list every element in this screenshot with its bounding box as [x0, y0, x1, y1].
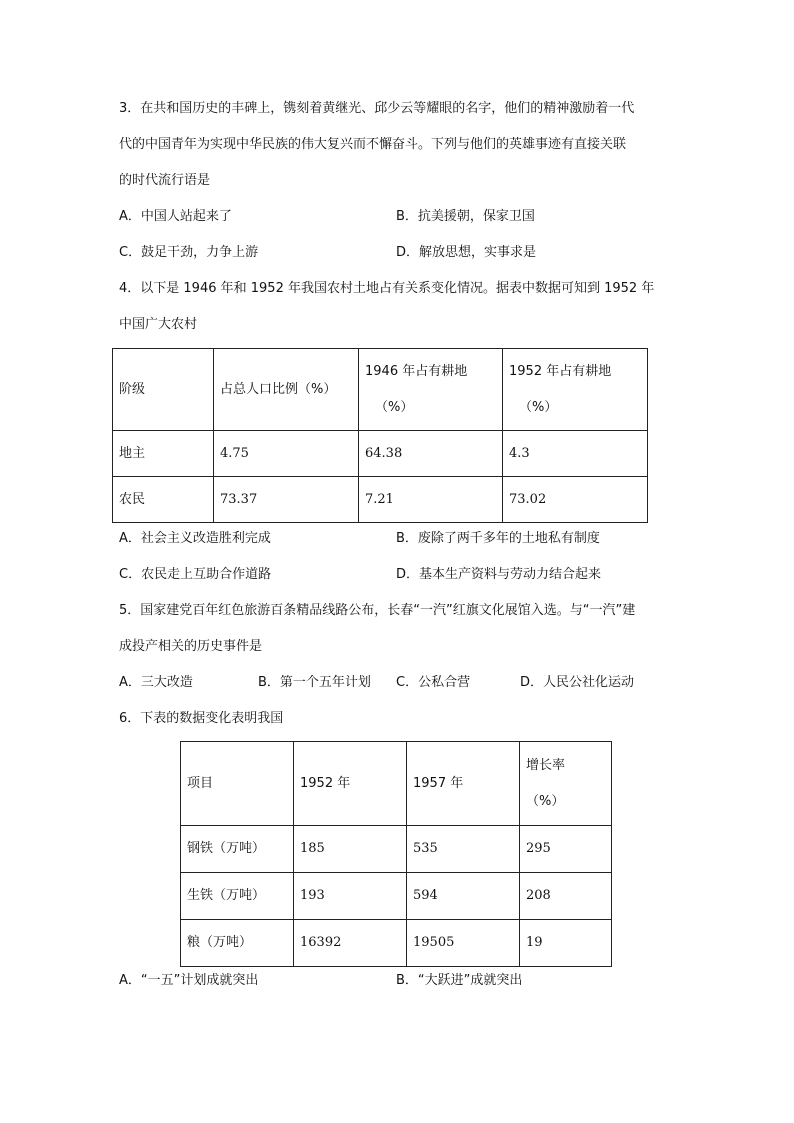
header-line: （%）	[519, 399, 558, 415]
q4-option-d: D．基本生产资料与劳动力结合起来	[396, 567, 602, 582]
table-cell: 193	[294, 873, 407, 920]
q5-stem-line-2: 成投产相关的历史事件是	[119, 639, 263, 654]
table-cell: 4.3	[503, 431, 648, 477]
q3-stem-line-3: 的时代流行语是	[119, 173, 211, 188]
table-cell: 535	[407, 826, 520, 873]
q4-option-b: B．废除了两千多年的土地私有制度	[396, 531, 600, 546]
table-cell: 生铁（万吨）	[181, 873, 294, 920]
q3-option-d: D．解放思想，实事求是	[396, 245, 537, 260]
table-header-cell: 阶级	[113, 349, 214, 431]
q3-stem-line-2: 代的中国青年为实现中华民族的伟大复兴而不懈奋斗。下列与他们的英雄事迹有直接关联	[119, 137, 627, 152]
q5-option-c: C．公私合营	[396, 675, 471, 690]
header-line: 增长率	[526, 757, 566, 773]
table-cell: 16392	[294, 920, 407, 967]
table-cell: 73.02	[503, 477, 648, 523]
q6-stem-line-1: 6．下表的数据变化表明我国	[119, 711, 284, 726]
q6-option-a: A．“一五”计划成就突出	[119, 973, 259, 988]
table-cell: 594	[407, 873, 520, 920]
table-header-cell	[520, 742, 612, 826]
table-header-cell: 项目	[181, 742, 294, 826]
table-row	[113, 431, 648, 477]
q4-land-table	[112, 348, 648, 523]
table-header-cell: 占总人口比例（%）	[214, 349, 359, 431]
q5-option-b: B．第一个五年计划	[258, 675, 371, 690]
table-cell: 4.75	[214, 431, 359, 477]
q3-option-b: B．抗美援朝，保家卫国	[396, 209, 535, 224]
table-cell: 64.38	[359, 431, 503, 477]
table-cell: 19505	[407, 920, 520, 967]
table-row	[181, 920, 612, 967]
table-cell: 7.21	[359, 477, 503, 523]
q6-output-table	[180, 741, 612, 967]
q4-option-c: C．农民走上互助合作道路	[119, 567, 272, 582]
q3-option-c: C．鼓足干劲，力争上游	[119, 245, 259, 260]
table-header-row	[181, 742, 612, 826]
table-row	[181, 826, 612, 873]
table-cell: 农民	[113, 477, 214, 523]
table-cell: 19	[520, 920, 612, 967]
table-cell: 粮（万吨）	[181, 920, 294, 967]
q3-option-a: A．中国人站起来了	[119, 209, 232, 224]
table-cell: 73.37	[214, 477, 359, 523]
table-cell: 208	[520, 873, 612, 920]
header-line: （%）	[526, 793, 565, 809]
table-header-cell: 1957 年	[407, 742, 520, 826]
table-row	[113, 477, 648, 523]
header-line: （%）	[375, 399, 414, 415]
header-line: 1946 年占有耕地	[365, 363, 468, 379]
q5-option-d: D．人民公社化运动	[520, 675, 635, 690]
table-header-row	[113, 349, 648, 431]
table-row	[181, 873, 612, 920]
table-cell: 295	[520, 826, 612, 873]
table-cell: 地主	[113, 431, 214, 477]
table-header-cell	[359, 349, 503, 431]
q4-stem-line-1: 4．以下是 1946 年和 1952 年我国农村土地占有关系变化情况。据表中数据可知到 1952 年	[119, 281, 655, 296]
q6-option-b: B．“大跃进”成就突出	[396, 973, 523, 988]
table-cell: 钢铁（万吨）	[181, 826, 294, 873]
q5-option-a: A．三大改造	[119, 675, 193, 690]
table-header-cell: 1952 年	[294, 742, 407, 826]
q5-stem-line-1: 5．国家建党百年红色旅游百条精品线路公布，长春“一汽”红旗文化展馆入选。与“一汽”建	[119, 603, 636, 618]
table-cell: 185	[294, 826, 407, 873]
header-line: 1952 年占有耕地	[509, 363, 612, 379]
q4-stem-line-2: 中国广大农村	[119, 317, 198, 332]
q3-stem-line-1: 3．在共和国历史的丰碑上，镌刻着黄继光、邱少云等耀眼的名字，他们的精神激励着一代	[119, 101, 635, 116]
q4-option-a: A．社会主义改造胜利完成	[119, 531, 271, 546]
table-header-cell	[503, 349, 648, 431]
